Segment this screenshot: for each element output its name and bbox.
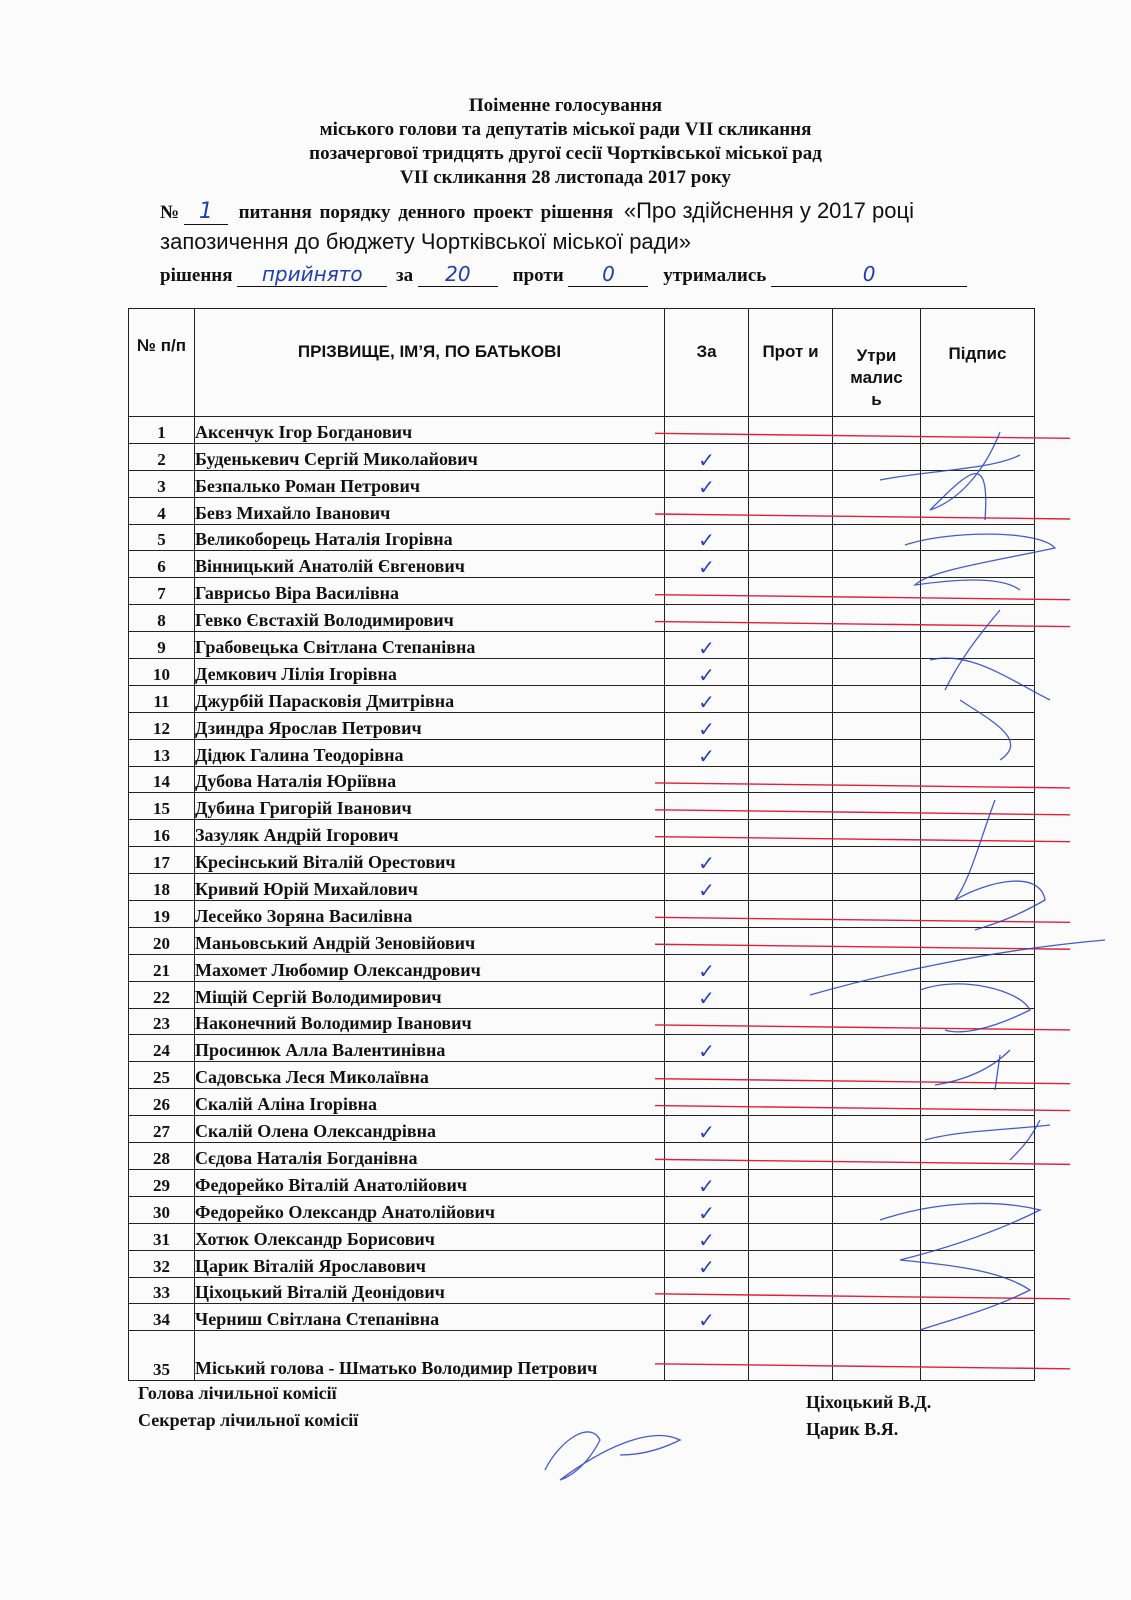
row-number: 27 — [129, 1116, 195, 1143]
row-number: 7 — [129, 578, 195, 605]
row-name: Демкович Лілія Ігорівна — [195, 659, 665, 686]
row-name: Дубова Наталія Юріївна — [195, 766, 665, 793]
signature-scribble-2 — [905, 534, 1055, 590]
row-name: Гаврисьо Віра Василівна — [195, 578, 665, 605]
row-vote-for: ✓ — [665, 1250, 749, 1277]
chair-name: Ціхоцький В.Д. — [806, 1392, 932, 1412]
row-number: 34 — [129, 1304, 195, 1331]
row-number: 31 — [129, 1223, 195, 1250]
decision-label: рішення — [160, 265, 233, 286]
row-number: 12 — [129, 712, 195, 739]
decision-value: прийнято — [237, 262, 387, 287]
decision-utr-label: утримались — [663, 265, 767, 286]
row-vote-for: ✓ — [665, 712, 749, 739]
row-name: Федорейко Віталій Анатолійович — [195, 1169, 665, 1196]
row-vote-for: ✓ — [665, 1223, 749, 1250]
row-name: Безпалько Роман Петрович — [195, 470, 665, 497]
row-name: Маньовський Андрій Зеновійович — [195, 927, 665, 954]
question-title-part2: запозичення до бюджету Чортківської міської ради» — [160, 229, 692, 254]
row-number: 35 — [129, 1331, 195, 1381]
row-vote-for: ✓ — [665, 685, 749, 712]
strike-line — [655, 810, 1070, 815]
row-name: Джурбій Парасковія Дмитрівна — [195, 685, 665, 712]
row-name: Великоборець Наталія Ігорівна — [195, 524, 665, 551]
row-name: Федорейко Олександр Анатолійович — [195, 1196, 665, 1223]
secretary-name: Царик В.Я. — [806, 1419, 899, 1439]
row-name: Гевко Євстахій Володимирович — [195, 605, 665, 632]
header-line-2: міського голови та депутатів міської ради VІІ скликання — [319, 119, 812, 140]
row-name: Грабовецька Світлана Степанівна — [195, 632, 665, 659]
row-vote-for: ✓ — [665, 659, 749, 686]
row-name: Скалій Аліна Ігорівна — [195, 1089, 665, 1116]
row-vote-for: ✓ — [665, 847, 749, 874]
row-name: Садовська Леся Миколаївна — [195, 1062, 665, 1089]
row-name: Дідюк Галина Теодорівна — [195, 739, 665, 766]
secretary-label: Секретар лічильної комісії — [138, 1410, 359, 1430]
row-name: Махомет Любомир Олександрович — [195, 954, 665, 981]
decision-proty-value: 0 — [568, 262, 648, 287]
strike-line — [655, 837, 1070, 842]
row-number: 11 — [129, 685, 195, 712]
row-vote-for: ✓ — [665, 1169, 749, 1196]
row-name: Царик Віталій Ярославович — [195, 1250, 665, 1277]
signature-scribble-4 — [955, 800, 1045, 930]
row-vote-for: ✓ — [665, 981, 749, 1008]
signature-scribble-1 — [880, 432, 1020, 520]
row-name: Сєдова Наталія Богданівна — [195, 1143, 665, 1170]
row-number: 16 — [129, 820, 195, 847]
row-name: Лесейко Зоряна Василівна — [195, 901, 665, 928]
header-za: За — [665, 309, 749, 417]
row-name: Скалій Олена Олександрівна — [195, 1116, 665, 1143]
row-vote-for: ✓ — [665, 632, 749, 659]
decision-za-value: 20 — [418, 262, 498, 287]
strike-line — [655, 1364, 1070, 1369]
row-vote-for: ✓ — [665, 1196, 749, 1223]
strike-line — [655, 622, 1070, 627]
strike-line — [655, 514, 1070, 519]
signature-scribble-3 — [930, 610, 1050, 760]
strike-line — [655, 783, 1070, 788]
row-number: 14 — [129, 766, 195, 793]
row-number: 6 — [129, 551, 195, 578]
row-name: Черниш Світлана Степанівна — [195, 1304, 665, 1331]
question-number-label: № — [160, 202, 180, 223]
strike-line — [655, 1079, 1070, 1084]
row-number: 29 — [129, 1169, 195, 1196]
header-line-1: Поіменне голосування — [468, 95, 663, 116]
row-number: 1 — [129, 417, 195, 444]
row-number: 18 — [129, 874, 195, 901]
row-number: 24 — [129, 1035, 195, 1062]
row-number: 32 — [129, 1250, 195, 1277]
question-number-value: 1 — [184, 199, 228, 225]
strike-line — [655, 1294, 1070, 1299]
header-utr: Утри малис ь — [833, 309, 921, 417]
row-name: Кривий Юрій Михайлович — [195, 874, 665, 901]
row-number: 4 — [129, 497, 195, 524]
row-number: 10 — [129, 659, 195, 686]
decision-proty-label: проти — [512, 265, 564, 286]
row-name: Кресінський Віталій Орестович — [195, 847, 665, 874]
strike-lines — [655, 433, 1070, 1368]
header-name: ПРІЗВИЩЕ, ІМ’Я, ПО БАТЬКОВІ — [195, 309, 665, 417]
row-number: 33 — [129, 1277, 195, 1304]
row-number: 13 — [129, 739, 195, 766]
signature-scribble-5 — [810, 940, 1105, 1032]
footer-signature — [545, 1432, 680, 1480]
row-name: Просинюк Алла Валентинівна — [195, 1035, 665, 1062]
row-number: 30 — [129, 1196, 195, 1223]
row-name: Дубина Григорій Іванович — [195, 793, 665, 820]
strike-line — [655, 433, 1070, 438]
row-number: 22 — [129, 981, 195, 1008]
header-line-3: позачергової тридцять другої сесії Чортківської міської рад — [309, 143, 822, 164]
row-vote-for: ✓ — [665, 470, 749, 497]
decision-za-label: за — [396, 265, 414, 286]
row-number: 28 — [129, 1143, 195, 1170]
signature-scribble-7 — [925, 1120, 1050, 1160]
row-vote-for: ✓ — [665, 524, 749, 551]
row-vote-for: ✓ — [665, 739, 749, 766]
row-vote-for: ✓ — [665, 1304, 749, 1331]
strike-line — [655, 944, 1070, 949]
header-num: № п/п — [129, 309, 195, 417]
row-name: Аксенчук Ігор Богданович — [195, 417, 665, 444]
row-number: 8 — [129, 605, 195, 632]
row-vote-for: ✓ — [665, 954, 749, 981]
row-number: 9 — [129, 632, 195, 659]
row-name: Міський голова - Шматько Володимир Петрович — [195, 1331, 665, 1381]
strike-line — [655, 1106, 1070, 1111]
strike-line — [655, 1159, 1070, 1164]
header-sign: Підпис — [921, 309, 1035, 417]
header-line-4: VІІ скликання 28 листопада 2017 року — [399, 167, 731, 188]
row-number: 2 — [129, 443, 195, 470]
row-number: 20 — [129, 927, 195, 954]
row-number: 26 — [129, 1089, 195, 1116]
row-vote-for: ✓ — [665, 1116, 749, 1143]
row-name: Бевз Михайло Іванович — [195, 497, 665, 524]
row-name: Дзиндра Ярослав Петрович — [195, 712, 665, 739]
signature-scribble-6 — [935, 1050, 1010, 1090]
signature-scribble-8 — [880, 1203, 1040, 1330]
signature-scribbles — [545, 432, 1105, 1480]
question-text: питання порядку денного проект рішення — [238, 202, 614, 223]
chair-label: Голова лічильної комісії — [138, 1383, 337, 1403]
row-name: Зазуляк Андрій Ігорович — [195, 820, 665, 847]
row-number: 21 — [129, 954, 195, 981]
row-name: Вінницький Анатолій Євгенович — [195, 551, 665, 578]
strike-line — [655, 1025, 1070, 1030]
question-title-part1: «Про здійснення у 2017 році — [623, 198, 914, 223]
strike-line — [655, 595, 1070, 600]
row-vote-for: ✓ — [665, 443, 749, 470]
row-number: 25 — [129, 1062, 195, 1089]
row-vote-for: ✓ — [665, 551, 749, 578]
row-number: 5 — [129, 524, 195, 551]
row-vote-for: ✓ — [665, 874, 749, 901]
row-number: 17 — [129, 847, 195, 874]
decision-utr-value: 0 — [771, 262, 967, 287]
row-name: Ціхоцький Віталій Деонідович — [195, 1277, 665, 1304]
row-vote-for: ✓ — [665, 1035, 749, 1062]
header-proty: Прот и — [749, 309, 833, 417]
row-name: Наконечний Володимир Іванович — [195, 1008, 665, 1035]
row-number: 3 — [129, 470, 195, 497]
row-number: 19 — [129, 901, 195, 928]
row-name: Хотюк Олександр Борисович — [195, 1223, 665, 1250]
row-name: Міщій Сергій Володимирович — [195, 981, 665, 1008]
row-number: 15 — [129, 793, 195, 820]
row-number: 23 — [129, 1008, 195, 1035]
row-name: Буденькевич Сергій Миколайович — [195, 443, 665, 470]
